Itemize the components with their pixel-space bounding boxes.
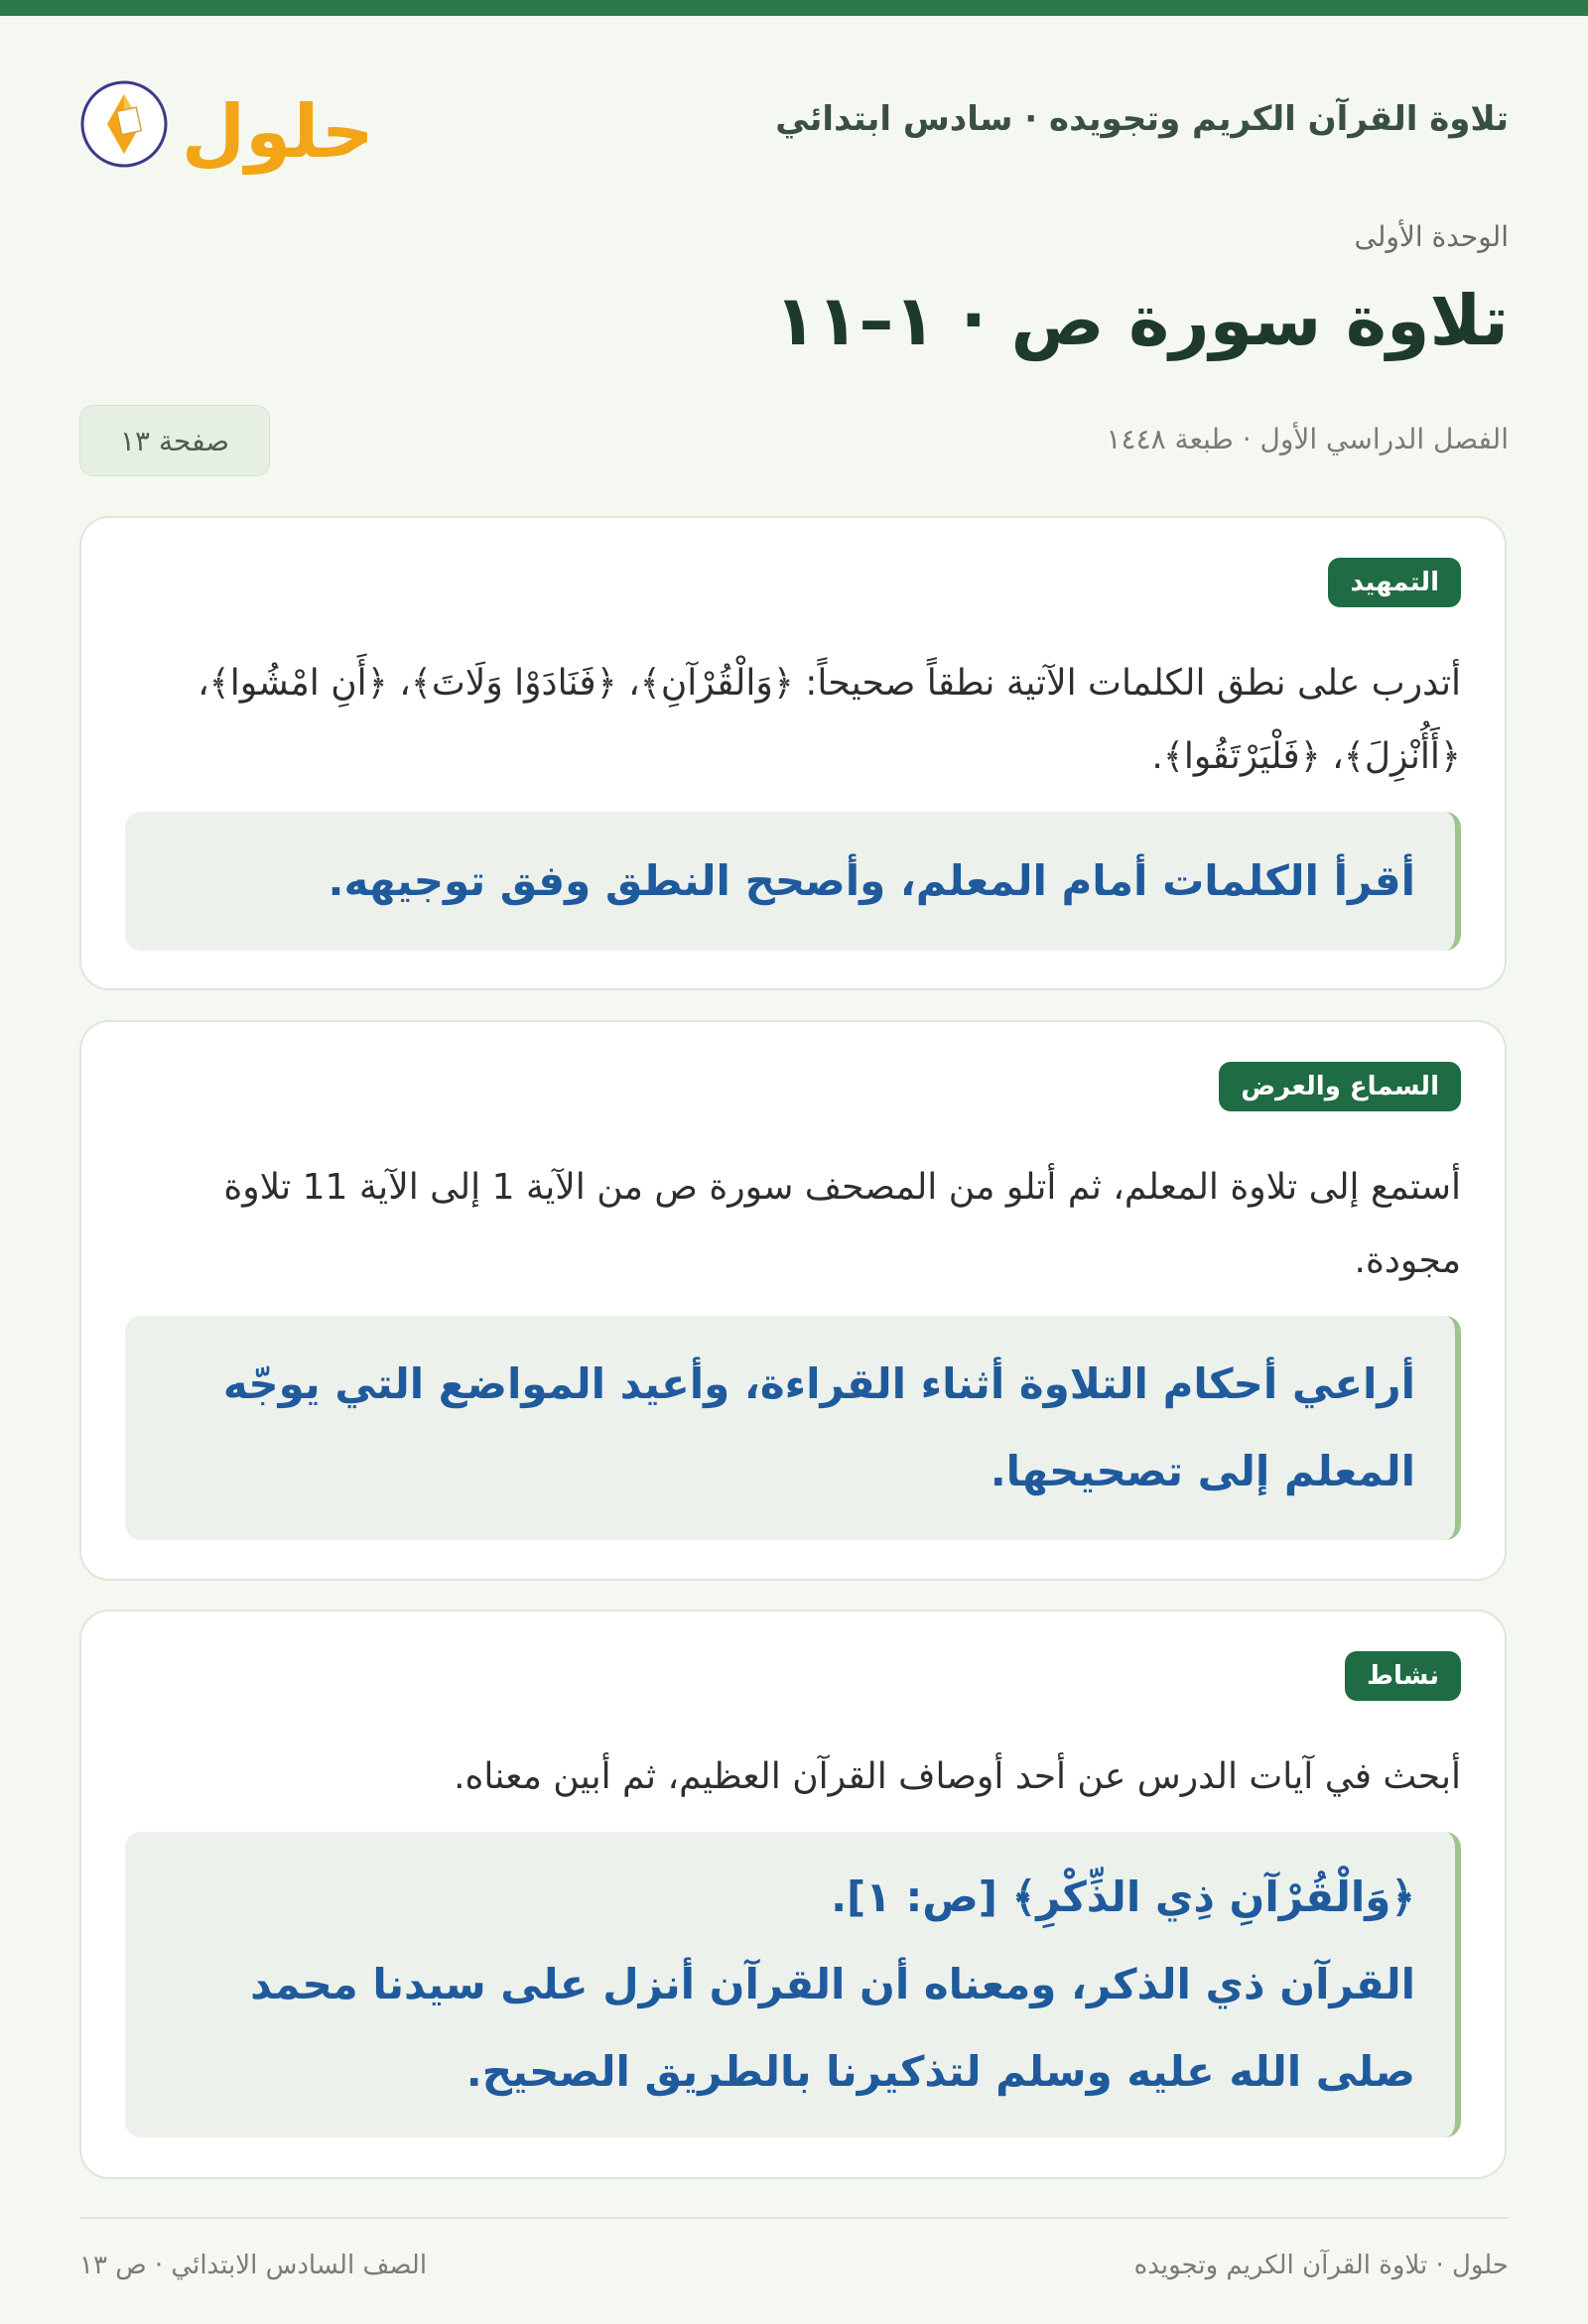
answer-explanation: القرآن ذي الذكر، ومعناه أن القرآن أنزل على سيدنا محمد صلى الله عليه وسلم لتذكيرنا بالطريق الصحيح.: [250, 1960, 1415, 2096]
answer-line: أقرأ الكلمات أمام المعلم، وأصحح النطق وفق توجيهه.: [328, 856, 1415, 905]
section-badge: السماع والعرض: [1219, 1062, 1461, 1111]
logo-text: حلول: [181, 89, 367, 175]
footer-divider: [79, 2217, 1509, 2219]
section-card-intro: [79, 516, 1507, 990]
unit-label: الوحدة الأولى: [1354, 220, 1509, 253]
brand-logo[interactable]: [79, 69, 367, 179]
header-title: تلاوة القرآن الكريم وتجويده · سادس ابتدائي: [775, 99, 1509, 139]
page-number-chip: صفحة ١٣: [79, 405, 270, 476]
section-card-listening: [79, 1020, 1507, 1581]
answer-verse: ﴿وَالْقُرْآنِ ذِي الذِّكْرِ﴾ [ص: ١].: [831, 1872, 1415, 1921]
section-badge: التمهيد: [1328, 558, 1461, 607]
section-badge: نشاط: [1345, 1651, 1461, 1701]
answer-box: [125, 1832, 1461, 2137]
answer-line: أراعي أحكام التلاوة أثناء القراءة، وأعيد المواضع التي يوجّه المعلم إلى تصحيحها.: [222, 1359, 1415, 1495]
top-accent-bar: [0, 0, 1588, 16]
lesson-meta: الفصل الدراسي الأول · طبعة ١٤٤٨: [1106, 423, 1509, 455]
section-card-activity: [79, 1610, 1507, 2179]
page-title: تلاوة سورة ص · ١–١١: [773, 280, 1509, 361]
section-prompt: أستمع إلى تلاوة المعلم، ثم أتلو من المصحف سورة ص من الآية 1 إلى الآية 11 تلاوة مجودة.: [223, 1167, 1461, 1281]
answer-box: [125, 1316, 1461, 1540]
footer-course: حلول · تلاوة القرآن الكريم وتجويده: [1133, 2251, 1509, 2280]
section-prompt: أبحث في آيات الدرس عن أحد أوصاف القرآن العظيم، ثم أبين معناه.: [454, 1756, 1461, 1797]
page-header: [79, 58, 1509, 206]
answer-box: [125, 812, 1461, 951]
footer-grade-page: الصف السادس الابتدائي · ص ١٣: [79, 2251, 428, 2280]
section-prompt: أتدرب على نطق الكلمات الآتية نطقاً صحيحاً: ﴿وَالْقُرْآنِ﴾، ﴿فَنَادَوْا وَلَاتَ﴾، ﴿أَنِ امْشُوا﴾، ﴿أَأُنْزِلَ﴾، ﴿فَلْيَرْتَقُوا﴾.: [198, 663, 1461, 777]
